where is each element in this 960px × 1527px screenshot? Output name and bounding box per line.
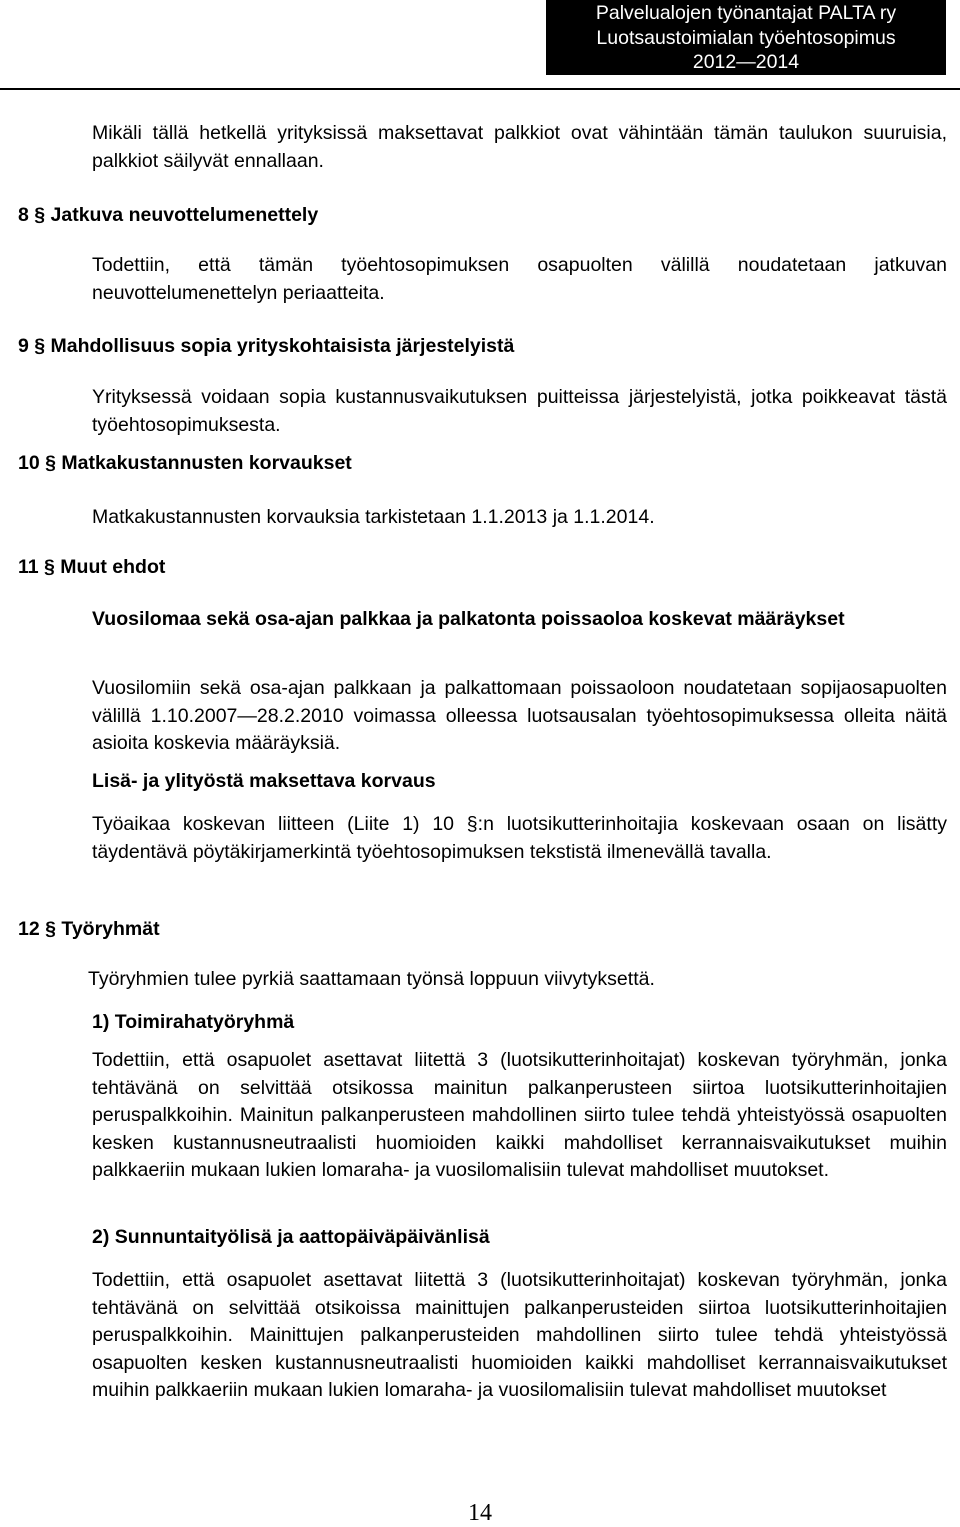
working-group-2-text: Todettiin, että osapuolet asettavat liitettä 3 (luotsikutterinhoitajat) koskevan työryhmän, jonka tehtävänä on selvittää otsikoissa mainittujen palkanperusteiden siirtoa luotsikutterinhoitajien peruspalkkoihin. Mainittujen palkanperusteiden mahdollinen siirto tulee tehdä yhteistyössä osapuolten kesken kustannusneutraalisti huomioiden kaikki mahdolliset kerrannaisvaikutukset muihin palkkaeriin mukaan lukien lomaraha- ja vuosilomalisiin tulevat mahdolliset muutokset — [92, 1269, 947, 1401]
section-9-heading: 9 § Mahdollisuus sopia yrityskohtaisista järjestelyistä — [18, 335, 515, 357]
working-group-1-title: 1) Toimirahatyöryhmä — [92, 1011, 295, 1033]
header-rule — [0, 88, 960, 90]
working-group-2-title: 2) Sunnuntaityölisä ja aattopäiväpäivänlisä — [92, 1226, 490, 1248]
section-9-text: Yrityksessä voidaan sopia kustannusvaikutuksen puitteissa järjestelyistä, jotka poikkeavat tästä työehtosopimuksesta. — [92, 386, 947, 436]
section-12-intro: Työryhmien tulee pyrkiä saattamaan työnsä loppuun viivytyksettä. — [88, 968, 655, 990]
holiday-provisions-text: Vuosilomiin sekä osa-ajan palkkaan ja palkattomaan poissaoloon noudatetaan sopijaosapuolten välillä 1.10.2007—28.2.2010 voimassa olleessa luotsausalan työehtosopimuksessa olleita näitä asioita koskevia määräyksiä. — [92, 677, 947, 754]
intro-paragraph: Mikäli tällä hetkellä yrityksissä maksettavat palkkiot ovat vähintään tämän taulukon suuruisia, palkkiot säilyvät ennallaan. — [92, 122, 947, 172]
overtime-compensation-text: Työaikaa koskevan liitteen (Liite 1) 10 §:n luotsikutterinhoitajia koskevaan osaan on lisätty täydentävä pöytäkirjamerkintä työehtosopimuksen tekstistä ilmenevällä tavalla. — [92, 813, 947, 863]
overtime-compensation-title: Lisä- ja ylityöstä maksettava korvaus — [92, 770, 436, 792]
header-period: 2012—2014 — [692, 51, 800, 73]
section-10-text: Matkakustannusten korvauksia tarkistetaan 1.1.2013 ja 1.1.2014. — [92, 506, 655, 528]
section-8-heading: 8 § Jatkuva neuvottelumenettely — [18, 204, 319, 226]
section-12-heading: 12 § Työryhmät — [18, 918, 160, 940]
header-organization: Palvelualojen työnantajat PALTA ry — [595, 2, 897, 24]
section-8-text: Todettiin, että tämän työehtosopimuksen osapuolten välillä noudatetaan jatkuvan neuvottelumenettelyn periaatteita. — [92, 254, 947, 304]
page-number: 14 — [468, 1500, 492, 1526]
working-group-1-text: Todettiin, että osapuolet asettavat liitettä 3 (luotsikutterinhoitajat) koskevan työryhmän, jonka tehtävänä on selvittää otsikossa mainitun palkanperusteen siirtoa luotsikutterinhoitajien peruspalkkoihin. Mainitun palkanperusteen mahdollinen siirto tulee tehdä yhteistyössä osapuolten kesken kustannusneutraalisti huomioiden kaikki mahdolliset kerrannaisvaikutukset muihin palkkaeriin mukaan lukien lomaraha- ja vuosilomalisiin tulevat mahdolliset muutokset. — [92, 1049, 947, 1181]
header-agreement: Luotsaustoimialan työehtosopimus — [596, 26, 896, 49]
section-10-heading: 10 § Matkakustannusten korvaukset — [18, 452, 352, 474]
section-11-heading: 11 § Muut ehdot — [18, 556, 166, 578]
running-header — [546, 0, 946, 75]
holiday-provisions-title: Vuosilomaa sekä osa-ajan palkkaa ja palkatonta poissaoloa koskevat määräykset — [92, 608, 845, 630]
